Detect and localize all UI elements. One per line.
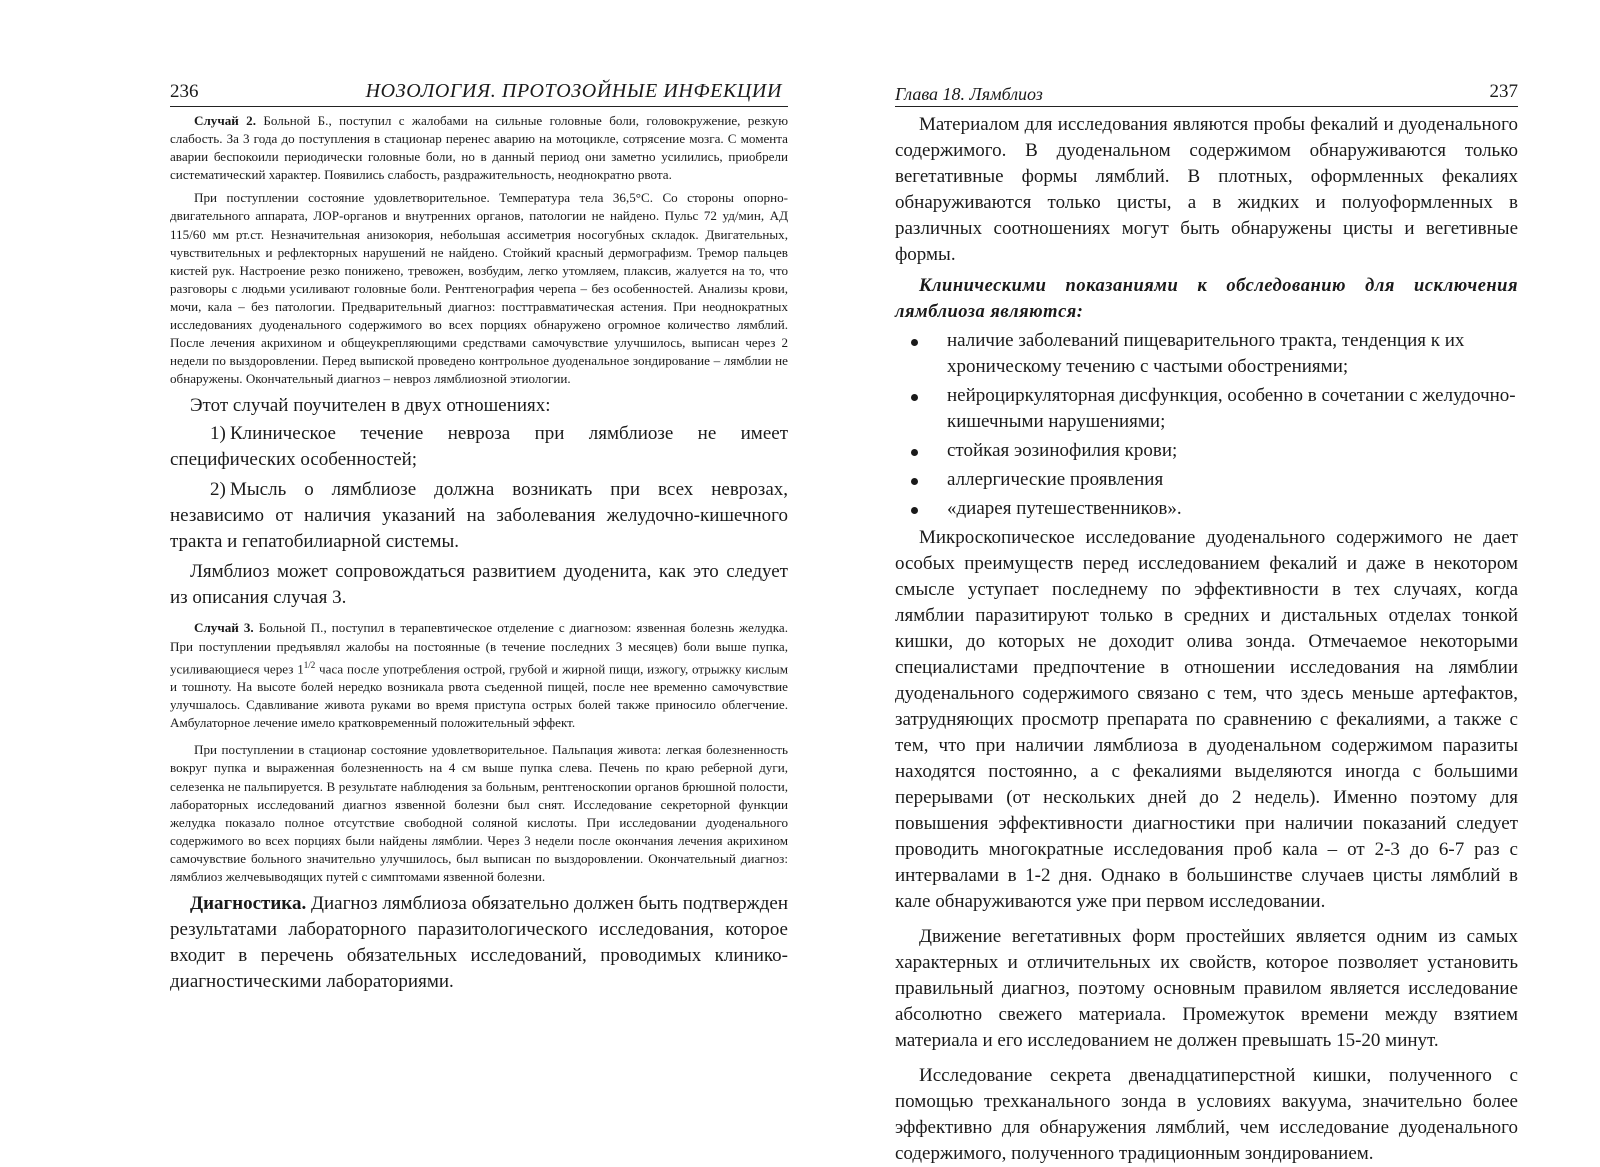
case-3-label: Случай 3. xyxy=(194,620,254,636)
indication-item xyxy=(895,467,1518,493)
left-running-head xyxy=(170,80,788,107)
bullet-icon xyxy=(911,478,918,485)
bullet-icon xyxy=(911,449,918,456)
left-running-title: НОЗОЛОГИЯ. ПРОТОЗОЙНЫЕ ИНФЕКЦИИ xyxy=(365,80,782,102)
indication-item xyxy=(895,438,1518,464)
case-3-text-part2: часа после употребления острой, грубой и жирной пищи, изжогу, отрыжку кислым и тошноту. На высоте болей нередко возникала рвота съеденной пищей, после нее временно самочувствие улучшалось. Сдавливание живота руками во время приступа острых болей также приносило облегчение. Амбулаторное лечение имело кратковременный положительный эффект. xyxy=(170,660,788,731)
case-2-label: Случай 2. xyxy=(194,113,256,128)
case-3-fraction: 1/2 xyxy=(303,659,316,670)
right-running-head xyxy=(895,80,1518,107)
material-paragraph xyxy=(895,112,1518,268)
duodenitis-text: Лямблиоз может сопровождаться развитием дуоденита, как это следует из описания случая 3. xyxy=(170,561,788,609)
secretion-paragraph xyxy=(895,1063,1518,1167)
motility-paragraph xyxy=(895,924,1518,1054)
right-page xyxy=(895,80,1518,1167)
diagnostics-label: Диагностика. xyxy=(190,893,307,915)
bullet-icon xyxy=(911,394,918,401)
indication-item xyxy=(895,496,1518,522)
microscopy-paragraph xyxy=(895,525,1518,915)
bullet-icon xyxy=(911,339,918,346)
indication-item xyxy=(895,383,1518,435)
lesson-list xyxy=(170,421,788,555)
lesson-item xyxy=(170,477,788,555)
microscopy-text: Микроскопическое исследование дуоденального содержимого не дает особых преимуществ перед исследованием фекалий и даже в некотором смысле уступает последнему по эффективности в тех случаях, когда лямблии паразитируют только в средних и дистальных отделах тонкой кишки, до которых не доходит олива зонда. Отмечаемое некоторыми специалистами предпочтение в отношении исследования на лямблии дуоденального содержимого связано с тем, что здесь меньше артефактов, затрудняющих просмотр препарата по сравнению с фекалиями, а также с тем, что при наличии лямблиоза в дуоденальном содержимом паразиты находятся постоянно, а с фекалиями выделяются иногда с большими перерывами (от нескольких дней до 2 недель). Именно поэтому для повышения эффективности диагностики при наличии показаний следует проводить многократные исследования проб кала – от 2-3 до 6-7 раз с интервалами в 1-2 дня. Однако в большинстве случаев цисты лямблий в кале обнаруживаются уже при первом исследовании. xyxy=(895,527,1518,912)
motility-text: Движение вегетативных форм простейших является одним из самых характерных и отличительных их свойств, которое позволяет установить правильный диагноз, поэтому основным правилом является исследование абсолютно свежего материала. Промежуток времени между взятием материала и его исследованием не должен превышать 15-20 минут. xyxy=(895,926,1518,1051)
case-2-continuation xyxy=(170,189,788,388)
left-page-number: 236 xyxy=(170,81,199,102)
indication-text: нейроциркуляторная дисфункция, особенно в сочетании с желудочно-кишечными нарушениями; xyxy=(947,385,1516,432)
indication-text: стойкая эозинофилия крови; xyxy=(947,440,1178,461)
indication-text: аллергические проявления xyxy=(947,469,1164,490)
secretion-text: Исследование секрета двенадцатиперстной кишки, полученного с помощью трехканального зонда в условиях вакуума, значительно более эффективно для обнаружения лямблий, чем исследование дуоденального содержимого, полученного традиционным зондированием. xyxy=(895,1065,1518,1164)
indication-text: «диарея путешественников». xyxy=(947,498,1182,519)
lesson-intro-text: Этот случай поучителен в двух отношениях: xyxy=(190,395,551,417)
right-running-title: Глава 18. Лямблиоз xyxy=(895,84,1043,104)
diagnostics-text: Диагноз лямблиоза обязательно должен быть подтвержден результатами лабораторного паразитологического исследования, которое входит в перечень обязательных исследований, проводимых клинико-диагностическими лабораториями. xyxy=(170,893,788,993)
material-text: Материалом для исследования являются пробы фекалий и дуоденального содержимого. В дуоденальном содержимом обнаруживаются только вегетативные формы лямблий. В плотных, оформленных фекалиях обнаруживаются только цисты, а в жидких и полуоформленных в различных соотношениях могут быть обнаружены цисты и вегетивные формы. xyxy=(895,114,1518,265)
case-2-text: Больной Б., поступил с жалобами на сильные головные боли, головокружение, резкую слабость. За 3 года до поступления в стационар перенес аварию на мотоцикле, сотрясение мозга. С момента аварии беспокоили периодически головные боли, но в данный период они заметно усилились, приобрели систематический характер. Появились слабость, раздражительность, неоднократно рвота. xyxy=(170,113,788,183)
lesson-number: 1) xyxy=(210,423,226,445)
lesson-intro xyxy=(170,393,788,419)
lesson-number: 2) xyxy=(210,479,226,501)
case-2-paragraph xyxy=(170,112,788,184)
case-3-text-part1: Больной П., поступил в терапевтическое отделение с диагнозом: язвенная болезнь желудка. При поступлении предъявлял жалобы на постоянные (в течение последних 3 месяцев) боли выше пупка, усиливающиеся через 1 xyxy=(170,620,788,676)
case-3-paragraph xyxy=(170,619,788,732)
duodenitis-paragraph xyxy=(170,559,788,611)
case-3-continuation xyxy=(170,741,788,886)
indications-list xyxy=(895,328,1518,522)
lesson-text: Клиническое течение невроза при лямблиозе не имеет специфических особенностей; xyxy=(170,423,788,471)
diagnostics-paragraph xyxy=(170,891,788,995)
left-page xyxy=(170,80,788,995)
bullet-icon xyxy=(911,507,918,514)
lesson-item xyxy=(170,421,788,473)
right-page-number: 237 xyxy=(1489,81,1518,102)
indication-item xyxy=(895,328,1518,380)
indication-text: наличие заболеваний пищеварительного тракта, тенденция к их хроническому течению с частыми обострениями; xyxy=(947,330,1465,377)
lesson-text: Мысль о лямблиозе должна возникать при всех неврозах, независимо от наличия указаний на заболевания желудочно-кишечного тракта и гепатобилиарной системы. xyxy=(170,479,788,553)
case-3-cont-text: При поступлении в стационар состояние удовлетворительное. Пальпация живота: легкая болезненность вокруг пупка и выраженная болезненность на 4 см выше пупка слева. Печень по краю реберной дуги, селезенка не пальпируется. В результате наблюдения за больным, рентгеноскопии органов брюшной полости, лабораторных исследований диагноз язвенной болезни был снят. Исследование секреторной функции желудка показало полное отсутствие свободной соляной кислоты. При исследовании дуоденального содержимого во всех порциях были найдены лямблии. Через 3 недели после окончания лечения акрихином самочувствие больного значительно улучшилось, был выписан по выздоровлении. Окончательный диагноз: лямблиоз желчевыводящих путей с симптомами язвенной болезни. xyxy=(170,742,788,884)
indications-heading: Клиническими показаниями к обследованию для исключения лямблиоза являются: xyxy=(895,276,1518,322)
case-2-cont-text: При поступлении состояние удовлетворительное. Температура тела 36,5°С. Со стороны опорно-двигательного аппарата, ЛОР-органов и внутренних органов, патологии не найдено. Пульс 72 уд/мин, АД 115/60 мм рт.ст. Незначительная анизокория, небольшая ассиметрия носогубных складок. Двигательных, чувствительных и рефлекторных нарушений не найдено. Стойкий красный дермографизм. Тремор пальцев кистей рук. Настроение резко понижено, тревожен, возбудим, легко утомляем, плаксив, жалуется на то, что разговоры с людьми усиливают головные боли. Рентгенография черепа – без особенностей. Анализы крови, мочи, кала – без патологии. Предварительный диагноз: посттравматическая астения. При неоднократных исследованиях дуоденального содержимого во всех порциях обнаружено огромное количество лямблий. После лечения акрихином и общеукрепляющими средствами самочувствие улучшилось, выписан через 2 недели по выздоровлении. Перед выпиской проведено контрольное дуоденальное зондирование – лямблии не обнаружены. Окончательный диагноз – невроз лямблиозной этиологии. xyxy=(170,190,788,387)
